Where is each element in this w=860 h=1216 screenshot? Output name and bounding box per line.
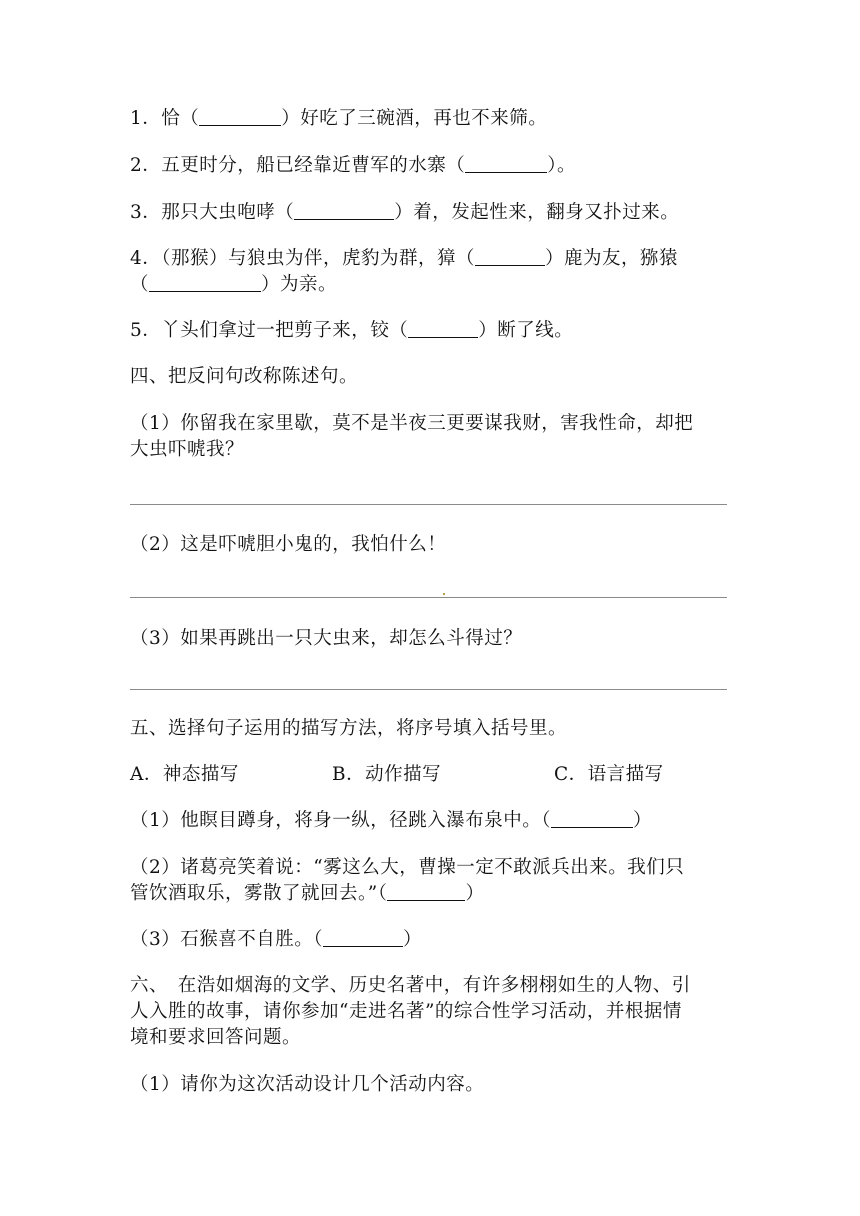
- q6-sub-1: （1）请你为这次活动设计几个活动内容。: [130, 1074, 485, 1095]
- option-b: B．动作描写: [332, 764, 442, 785]
- answer-blank[interactable]: [408, 319, 478, 338]
- q3-item-4-line-1: 4．（那猴）与狼虫为伴，虎豹为群，獐（ ）鹿为友，猕猿: [130, 248, 679, 269]
- q3-item-1: 1．恰（ ）好吃了三碗酒，再也不来筛。: [130, 108, 548, 129]
- q5-sentence-2-line-1: （2）诸葛亮笑着说：“雾这么大，曹操一定不敢派兵出来。我们只: [130, 857, 685, 878]
- answer-blank[interactable]: [294, 201, 394, 220]
- q4-sentence-1-line-2: 大虫吓唬我？: [130, 439, 245, 460]
- answer-line[interactable]: [130, 689, 727, 690]
- q5-sentence-3: （3）石猴喜不自胜。（ ）: [130, 929, 423, 950]
- answer-blank[interactable]: [465, 154, 547, 173]
- answer-line[interactable]: [130, 597, 727, 598]
- answer-blank[interactable]: [475, 247, 545, 266]
- q3-item-4-line-2: （ ）为亲。: [130, 274, 338, 295]
- answer-blank[interactable]: [199, 107, 281, 126]
- q4-sentence-3: （3）如果再跳出一只大虫来，却怎么斗得过？: [130, 628, 523, 649]
- q3-item-2: 2．五更时分，船已经靠近曹军的水寨（ ）。: [130, 155, 577, 176]
- answer-line[interactable]: [130, 504, 727, 505]
- q4-sentence-2: （2）这是吓唬胆小鬼的，我怕什么！: [130, 534, 447, 555]
- section-4-heading: 四、把反问句改称陈述句。: [130, 366, 359, 387]
- q3-item-3: 3．那只大虫咆哮（ ）着，发起性来，翻身又扑过来。: [130, 202, 680, 223]
- section-6-line-1: 六、 在浩如烟海的文学、历史名著中，有许多栩栩如生的人物、引: [130, 975, 691, 996]
- answer-blank[interactable]: [551, 809, 633, 828]
- stray-dot: [443, 593, 445, 595]
- answer-blank[interactable]: [149, 273, 261, 292]
- option-a: A．神态描写: [130, 764, 239, 785]
- section-6-line-3: 境和要求回答问题。: [130, 1027, 302, 1048]
- q3-item-5: 5．丫头们拿过一把剪子来，铰（ ）断了线。: [130, 320, 574, 341]
- answer-blank[interactable]: [387, 882, 465, 901]
- q4-sentence-1-line-1: （1）你留我在家里歇，莫不是半夜三更要谋我财，害我性命，却把: [130, 413, 694, 434]
- q5-sentence-2-line-2: 管饮酒取乐，雾散了就回去。”（ ）: [130, 883, 485, 904]
- q5-sentence-1: （1）他瞑目蹲身，将身一纵，径跳入瀑布泉中。（ ）: [130, 810, 653, 831]
- section-5-heading: 五、选择句子运用的描写方法，将序号填入括号里。: [130, 718, 568, 739]
- option-c: C．语言描写: [554, 764, 664, 785]
- section-6-line-2: 人入胜的故事，请你参加“走进名著”的综合性学习活动，并根据情: [130, 1001, 682, 1022]
- answer-blank[interactable]: [323, 928, 403, 947]
